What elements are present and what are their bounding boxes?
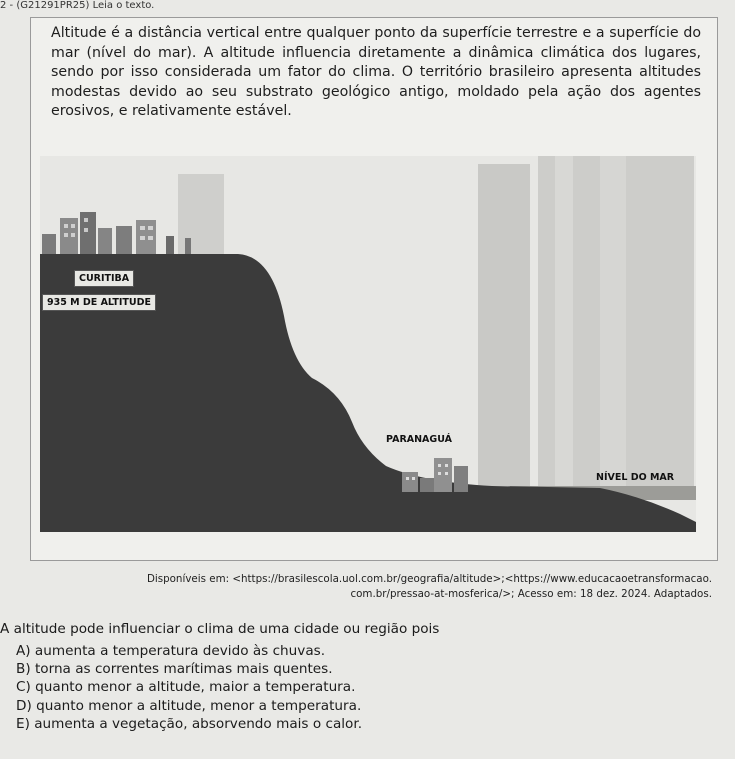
option-b[interactable]: B) torna as correntes marítimas mais quentes.	[16, 661, 333, 678]
curitiba-label: CURITIBA	[74, 270, 134, 287]
altitude-figure	[40, 156, 696, 532]
paranagua-buildings	[402, 458, 468, 492]
source-line-1: Disponíveis em: <https://brasilescola.uol.com.br/geografia/altitude>;<https://www.educacaoetransformacao.	[146, 573, 712, 585]
paranagua-label: PARANAGUÁ	[386, 434, 452, 445]
answer-options	[16, 642, 362, 733]
sea-level-label: NÍVEL DO MAR	[596, 472, 675, 483]
source-citation	[72, 572, 712, 602]
background-tower-left	[178, 174, 224, 256]
question-header: 2 - (G21291PR25) Leia o texto.	[0, 0, 155, 11]
altitude-label: 935 M DE ALTITUDE	[42, 294, 156, 311]
source-line-2: com.br/pressao-at-mosferica/>; Acesso em: 18 dez. 2024. Adaptados.	[350, 588, 712, 600]
option-a[interactable]: A) aumenta a temperatura devido às chuvas.	[16, 643, 326, 659]
background-tower-center	[478, 164, 530, 486]
intro-text: Altitude é a distância vertical entre qualquer ponto da superfície terrestre e a superfície do mar (nível do mar). A altitude influencia diretamente a dinâmica climática dos lugares, sendo por isso considerada um fator do clima. O território brasileiro apresenta altitudes modestas devido ao seu substrato geológico antigo, moldado pela ação dos agentes erosivos, e relativamente estável.	[51, 25, 701, 119]
option-e[interactable]: E) aumenta a vegetação, absorvendo mais o calor.	[16, 715, 363, 732]
curitiba-buildings	[42, 212, 191, 254]
option-d[interactable]: D) quanto menor a altitude, menor a temperatura.	[16, 697, 362, 714]
question-stem: A altitude pode influenciar o clima de uma cidade ou região pois	[0, 621, 440, 637]
option-c[interactable]: C) quanto menor a altitude, maior a temperatura.	[16, 679, 356, 696]
